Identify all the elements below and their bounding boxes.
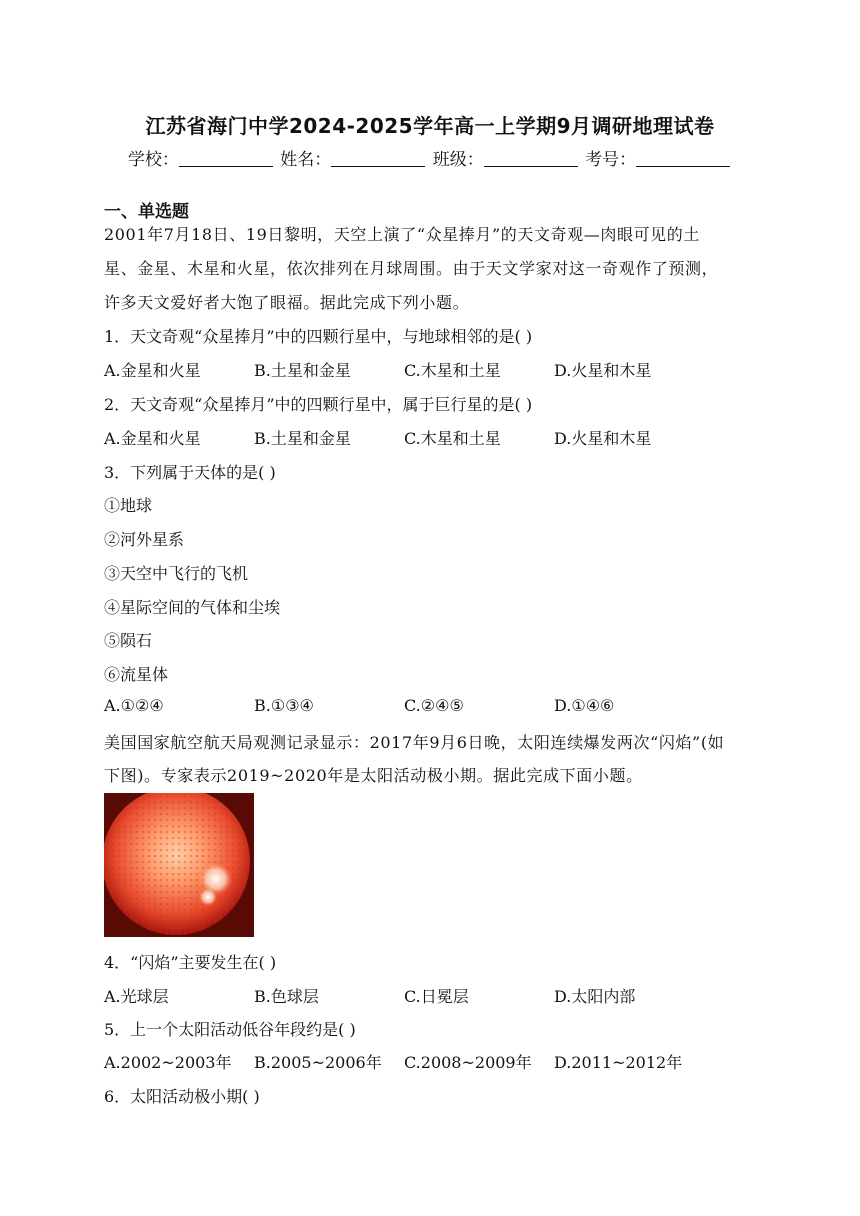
question-3-item-2: ②河外星系: [104, 530, 185, 549]
question-3-item-1: ①地球: [104, 496, 153, 515]
option-d[interactable]: D.火星和木星: [554, 361, 652, 380]
question-3-item-4: ④星际空间的气体和尘埃: [104, 598, 281, 617]
intro1-line-2: 星、金星、木星和火星，依次排列在月球周围。由于天文学家对这一奇观作了预测，: [104, 259, 719, 278]
option-b[interactable]: B.色球层: [254, 987, 319, 1006]
option-a[interactable]: A.金星和火星: [104, 429, 201, 448]
name-blank[interactable]: [331, 150, 425, 167]
option-a[interactable]: A.金星和火星: [104, 361, 201, 380]
option-b[interactable]: B.①③④: [254, 696, 314, 715]
school-label: 学校：: [127, 150, 179, 170]
option-b[interactable]: B.土星和金星: [254, 361, 351, 380]
option-b[interactable]: B.土星和金星: [254, 429, 351, 448]
school-blank[interactable]: [179, 150, 273, 167]
option-d[interactable]: D.火星和木星: [554, 429, 652, 448]
option-a[interactable]: A.2002~2003年: [104, 1053, 232, 1072]
class-label: 班级：: [432, 150, 484, 170]
question-3-item-6: ⑥流星体: [104, 665, 169, 684]
student-info-line: [0, 145, 860, 170]
question-3-item-5: ⑤陨石: [104, 631, 153, 650]
intro2-line-2: 下图)。专家表示2019~2020年是太阳活动极小期。据此完成下面小题。: [104, 766, 643, 785]
exam-number-blank[interactable]: [636, 150, 730, 167]
option-a[interactable]: A.①②④: [104, 696, 164, 715]
class-blank[interactable]: [484, 150, 578, 167]
option-b[interactable]: B.2005~2006年: [254, 1053, 382, 1072]
question-5-stem: 5．上一个太阳活动低谷年段约是( ): [104, 1020, 356, 1039]
intro2-line-1: 美国国家航空航天局观测记录显示：2017年9月6日晚，太阳连续爆发两次“闪焰”(如: [104, 733, 725, 752]
exam-title: 江苏省海门中学2024-2025学年高一上学期9月调研地理试卷: [145, 114, 715, 138]
sun-icon: [104, 793, 254, 937]
question-1-stem: 1．天文奇观“众星捧月”中的四颗行星中，与地球相邻的是( ): [104, 327, 533, 346]
exam-number-label: 考号：: [585, 150, 637, 170]
name-label: 姓名：: [280, 150, 332, 170]
option-d[interactable]: D.①④⑥: [554, 696, 615, 715]
section-heading: 一、单选题: [104, 202, 189, 222]
option-d[interactable]: D.2011~2012年: [554, 1053, 683, 1072]
intro1-line-1: 2001年7月18日、19日黎明，天空上演了“众星捧月”的天文奇观—肉眼可见的土: [104, 225, 700, 244]
option-c[interactable]: C.木星和土星: [404, 361, 501, 380]
intro1-line-3: 许多天文爱好者大饱了眼福。据此完成下列小题。: [104, 293, 470, 312]
question-2-stem: 2．天文奇观“众星捧月”中的四颗行星中，属于巨行星的是( ): [104, 395, 533, 414]
option-d[interactable]: D.太阳内部: [554, 987, 636, 1006]
question-6-stem: 6．太阳活动极小期( ): [104, 1087, 260, 1106]
option-c[interactable]: C.木星和土星: [404, 429, 501, 448]
question-4-stem: 4．“闪焰”主要发生在( ): [104, 953, 277, 972]
question-3-stem: 3．下列属于天体的是( ): [104, 463, 276, 482]
question-3-item-3: ③天空中飞行的飞机: [104, 564, 249, 583]
option-c[interactable]: C.2008~2009年: [404, 1053, 532, 1072]
option-c[interactable]: C.日冕层: [404, 987, 469, 1006]
option-c[interactable]: C.②④⑤: [404, 696, 464, 715]
sun-flare-image: [104, 793, 254, 937]
option-a[interactable]: A.光球层: [104, 987, 169, 1006]
